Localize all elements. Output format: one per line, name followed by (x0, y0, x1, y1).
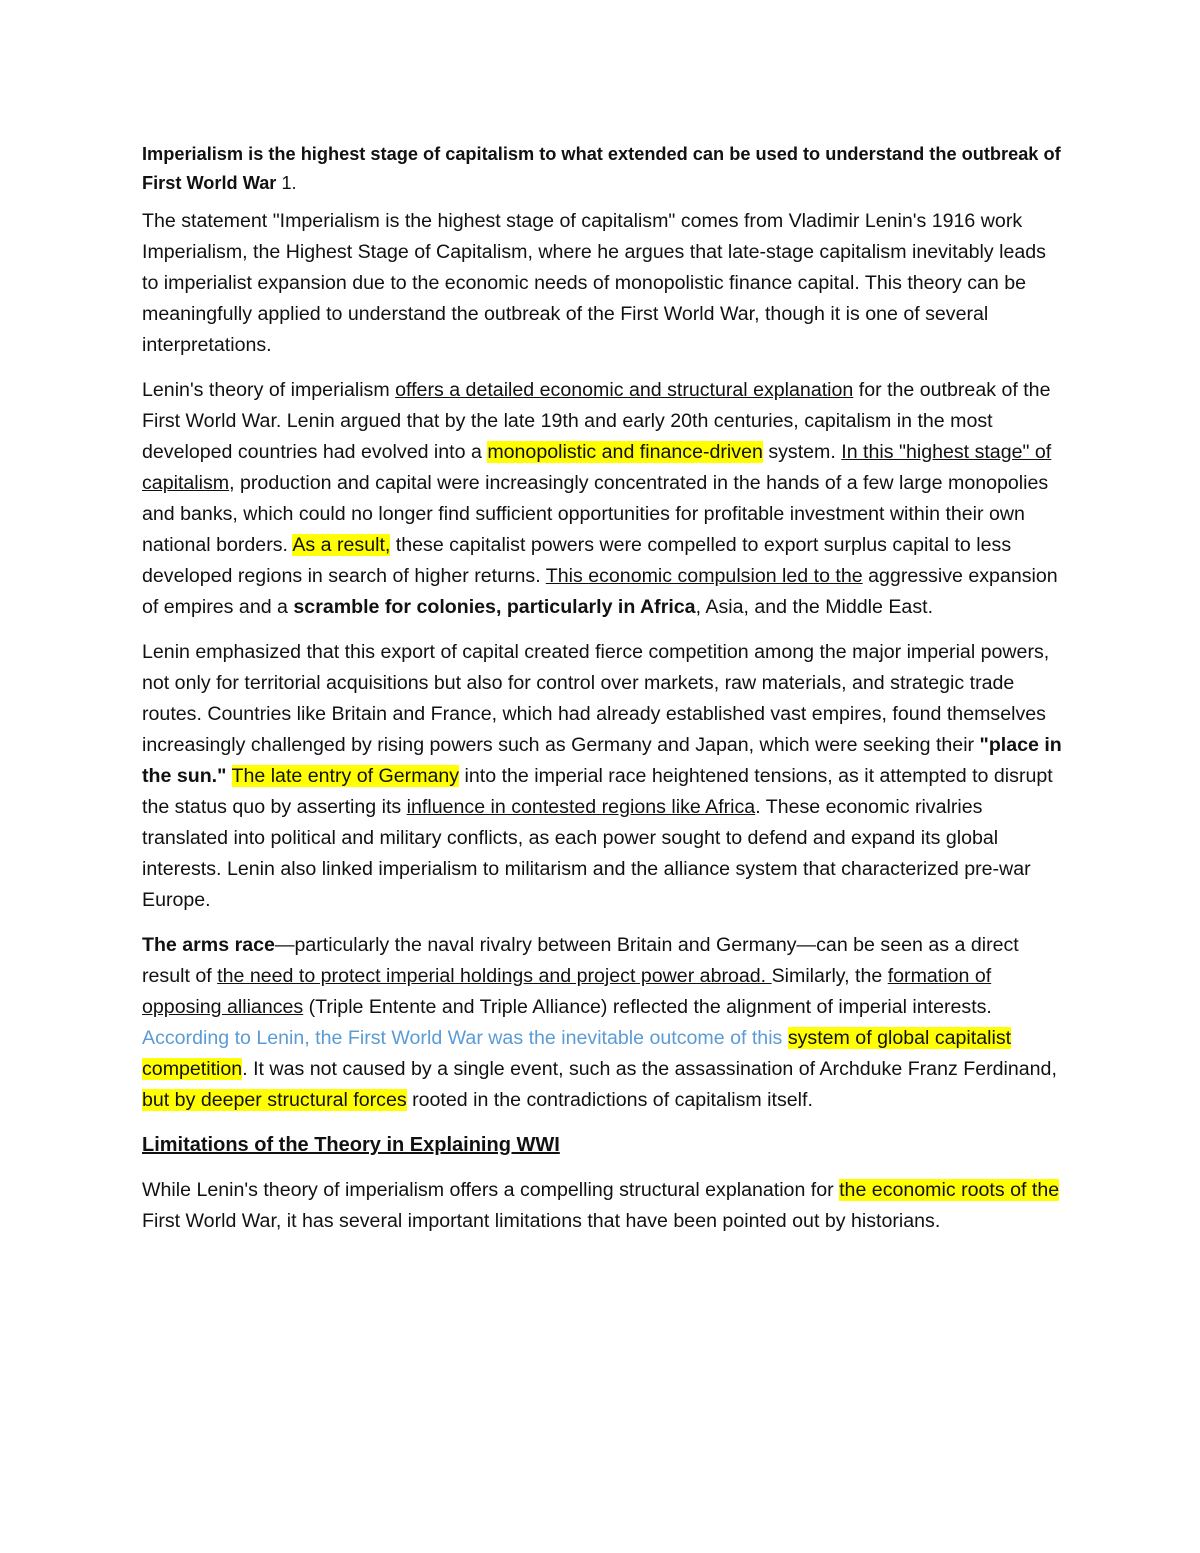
highlighted-text: As a result, (292, 534, 391, 556)
section-heading-limitations: Limitations of the Theory in Explaining WWI (142, 1134, 560, 1156)
paragraph-arms-race: The arms race—particularly the naval rivalry between Britain and Germany—can be seen as a direct result of the need to protect imperial holdings and project power abroad. Similarly, the formation of opposing alliances (Triple Entente and Triple Alliance) reflected the alignment of imperial interests. According to Lenin, the First World War was the inevitable outcome of this system of global capitalist competition. It was not caused by a single event, such as the assassination of Archduke Franz Ferdinand, but by deeper structural forces rooted in the contradictions of capitalism itself. (142, 934, 1057, 1111)
paragraph-competition: Lenin emphasized that this export of capital created fierce competition among the major imperial powers, not only for territorial acquisitions but also for control over markets, raw materials, and strategic trade routes. Countries like Britain and France, which had already established vast empires, found themselves increasingly challenged by rising powers such as Germany and Japan, which were seeking their "place in the sun." The late entry of Germany into the imperial race heightened tensions, as it attempted to disrupt the status quo by asserting its influence in contested regions like Africa. These economic rivalries translated into political and military conflicts, as each power sought to defend and expand its global interests. Lenin also linked imperialism to militarism and the alliance system that characterized pre-war Europe. (142, 641, 1062, 911)
underlined-text: formation of opposing alliances (142, 965, 992, 1018)
highlighted-text: The late entry of Germany (231, 765, 460, 787)
bold-text: The arms race (142, 934, 275, 956)
highlighted-text: monopolistic and finance-driven (487, 441, 763, 463)
document-page (142, 140, 1062, 1251)
document-title (142, 140, 1062, 198)
underlined-text: This economic compulsion led to the (545, 565, 863, 587)
title-text: Imperialism is the highest stage of capitalism to what extended can be used to understand the outbreak of First World War (142, 144, 1061, 193)
paragraph-limitations: While Lenin's theory of imperialism offers a compelling structural explanation for the economic roots of the First World War, it has several important limitations that have been pointed out by historians. (142, 1179, 1060, 1232)
bold-text: scramble for colonies, particularly in Africa (293, 596, 696, 618)
underlined-text: In this "highest stage" of capitalism (142, 441, 1052, 494)
underlined-text: influence in contested regions like Africa (406, 796, 756, 818)
underlined-text: offers a detailed economic and structural explanation (395, 379, 854, 401)
highlighted-text: system of global capitalist competition (142, 1027, 1012, 1080)
blue-text: According to Lenin, the First World War was the inevitable outcome of this (142, 1027, 783, 1049)
paragraph-lenin-theory: Lenin's theory of imperialism offers a detailed economic and structural explanation for the outbreak of the First World War. Lenin argued that by the late 19th and early 20th centuries, capitalism in the most developed countries had evolved into a monopolistic and finance-driven system. In this "highest stage" of capitalism, production and capital were increasingly concentrated in the hands of a few large monopolies and banks, which could no longer find sufficient opportunities for profitable investment within their own national borders. As a result, these capitalist powers were compelled to export surplus capital to less developed regions in search of higher returns. This economic compulsion led to the aggressive expansion of empires and a scramble for colonies, particularly in Africa, Asia, and the Middle East. (142, 379, 1058, 618)
underlined-text: the need to protect imperial holdings and project power abroad. (217, 965, 772, 987)
highlighted-text: but by deeper structural forces (142, 1089, 407, 1111)
paragraph-intro: The statement "Imperialism is the highest stage of capitalism" comes from Vladimir Lenin's 1916 work Imperialism, the Highest Stage of Capitalism, where he argues that late-stage capitalism inevitably leads to imperialist expansion due to the economic needs of monopolistic finance capital. This theory can be meaningfully applied to understand the outbreak of the First World War, though it is one of several interpretations. (142, 210, 1046, 356)
highlighted-text: the economic roots of the (839, 1179, 1060, 1201)
bold-text: "place in the sun." (142, 734, 1062, 787)
title-number: 1. (276, 173, 297, 193)
